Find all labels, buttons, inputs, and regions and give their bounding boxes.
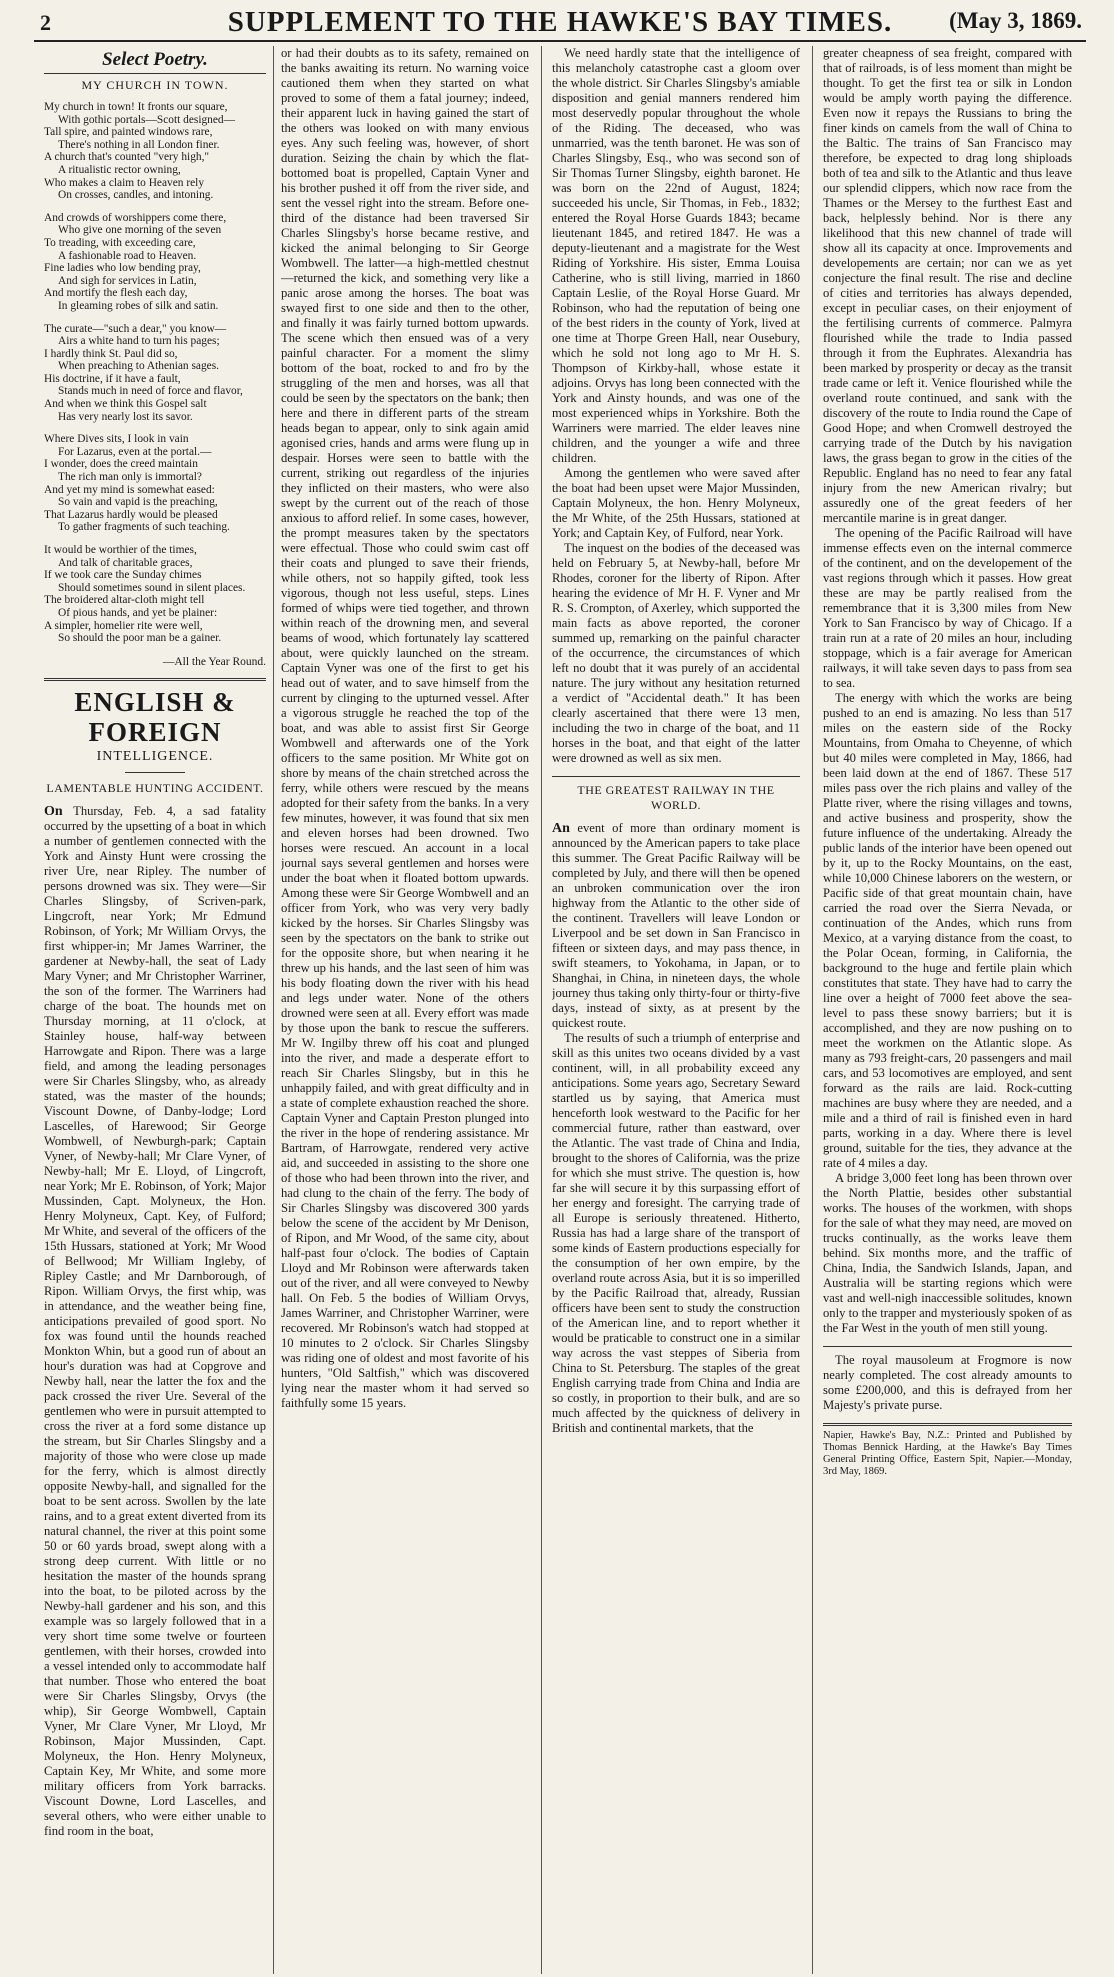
- poem-line: Tall spire, and painted windows rare,: [44, 126, 213, 139]
- poem-line: A simpler, homelier rite were well,: [44, 619, 203, 632]
- poem-line: It would be worthier of the times,: [44, 544, 197, 556]
- section-divider: [44, 678, 266, 681]
- poem-line: The rich man only is immortal?: [58, 471, 202, 484]
- newspaper-title: SUPPLEMENT TO THE HAWKE'S BAY TIMES.: [227, 6, 893, 38]
- hunting-paragraph: The inquest on the bodies of the deceased was held on February 5, at Newby-hall, before Mr Rhodes, coroner for the liberty of Ripon. After hearing the evidence of Mr H. F. Vyner and Mr R. S. Crompton, of Axerley, which supported the main facts as above reported, the coroner summed up, remarking on the painful character of the occurrence, the circumstances of which left no doubt that it was purely of an accidental nature. The jury without any hesitation returned a verdict of "Accidental death." It has been clearly ascertained that there were 13 men, including the two in charge of the boat, and 11 horses in the boat, and that eight of the latter were drowned as well as six men.: [552, 541, 800, 765]
- poem-line: On crosses, candles, and intoning.: [58, 189, 214, 202]
- railway-paragraph: The results of such a triumph of enterprise and skill as this unites two oceans divided by a vast continent, will, in all probability exceed any anticipations. Some years ago, Secretary Seward startled us by saying, that America must henceforth look westward to the Pacific for her commercial future, rather than eastward, over the Atlantic. The vast trade of China and India, brought to the shores of California, was the prize for which she must strive. The question is, how far she will secure it by this surpassing effort of her energy and foresight. The carrying trade of all Europe is seriously threatened. Hitherto, Russia has had a large share of the transport of some kinds of Eastern productions especially for the consumption of her own empire, by the overland route across Asia, but it is so imperilled by the Pacific Railroad that, already, Russian officers have been sent to study the construction of the American line, and to report whether it would be praticable to construct one in a similar way across the vast steppes of Siberia from China to St. Petersburg. The staples of the great English carrying trade from China and India are so costly, in proportion to their bulk, and are so much affected by the quickness of delivery in British and continental markets, that the: [552, 1031, 800, 1435]
- issue-date: (May 3, 1869.: [949, 8, 1082, 33]
- poem-line: Should sometimes sound in silent places.: [58, 581, 246, 594]
- section-divider: [552, 776, 800, 777]
- poem-line: Who makes a claim to Heaven rely: [44, 176, 205, 189]
- hunting-paragraph: or had their doubts as to its safety, remained on the banks awaiting its return. No warning voice cautioned them when they started on what proved to some of them a fatal journey; indeed, their apparent luck in having gained the start of the others was looked on with many envious eyes. Any such feeling was, however, of short duration. Seizing the chain by which the flat-bottomed boat is propelled, Captain Vyner and his brother pushed it off from the river side, and sent the vessel right into the stream. Before one-third of the distance had been traversed Sir Charles Slingsby's horse became restive, and kicked the animal belonging to Sir George Wombwell. The latter—a high-mettled chestnut—returned the kick, and something very like a panic arose among the horses. The boat was swayed first to one side and then to the other, and finally it was fairly turned bottom upwards. The scene which then ensued was of a very painful character. For a moment the slimy bottom of the boat, rocked to and fro by the struggling of the men and horses, was all that could be seen by the spectators on the bank; then here and there in different parts of the stream heads began to appear, only to sink again amid agonised cries, hands and arms were flung up in despair. Horses were seen to battle with the current, striking out regardless of the injuries they inflicted on their masters, who were also swept by the current out of the reach of those anxious to afford relief. In some cases, however, the prompt measures taken by the spectators were effectual. Those who could swim cast off their coats and plunged to save their friends, while others, not so happily gifted, took less vigorous, though not less useful, steps. Lines formed of whips were tied together, and thrown within reach of the drowning men, and several beams of wood, which fortunately lay scattered about, were quickly launched on the stream. Captain Vyner was one of the first to get his head out of water, and to save himself from the current by clinging to the upturned vessel. After a vigorous struggle he reached the top of the boat, and was able to assist first Sir George Wombwell and afterwards one of the York officers to the same position. Mr White got on shore by means of the chain stretched across the ferry, while others were rescued by the means adopted for their safety from the banks. In a very few minutes, however, it was found that six men and eleven horses had been drowned. Two horses were rescued. An account in a local journal says several gentlemen and horses were under the boat when it floated bottom upwards. Among these were Sir George Wombwell and an officer from York, who was very very badly kicked by the horses. Sir Charles Slingsby was seen by the spectators on the bank to strike out for the opposite shore, but when nearing it he threw up his hands, and the last seen of him was his body floating down the river with his head and legs under water. None of the others drowned were seen at all. Every effort was made by those upon the bank to rescue the sufferers. Mr W. Ingilby threw off his coat and plunged into the river, and made a desperate effort to reach Sir Charles Slingsby, but in this he unhappily failed, and with great difficulty and in a state of complete exhaustion reached the shore. Captain Vyner and Captain Preston plunged into the river in the hope of rendering assistance. Mr Bartram, of Harrowgate, rendered very active aid, and succeeded in assisting to the shore one of those who had been thrown into the river, and had clung to the chain of the ferry. The body of Sir Charles Slingsby was discovered 300 yards below the scene of the accident by Mr Denison, of Ripon, and Mr Wood, of the same city, about half-past four o'clock. The bodies of Captain Lloyd and Mr Robinson were afterwards taken out of the river, and all were conveyed to Newby hall. On Feb. 5 the bodies of William Orvys, James Warriner, and Christopher Warriner, were recovered. Mr Robinson's watch had stopped at 10 minutes to 2 o'clock. Sir Charles Slingsby was riding one of oldest and most favorite of his hunters, "Old Saltfish," which was discovered lying near the master whom it had served so faithfully some 15 years.: [281, 46, 529, 1410]
- poem-body: [44, 101, 266, 645]
- poem-line: And when we think this Gospel salt: [44, 398, 207, 411]
- poem-line: With gothic portals—Scott designed—: [58, 113, 236, 126]
- hunting-article-heading: LAMENTABLE HUNTING ACCIDENT.: [46, 780, 264, 795]
- poem-line: So vain and vapid is the preaching,: [58, 496, 218, 509]
- poem-title: MY CHURCH IN TOWN.: [44, 73, 266, 93]
- column-1: [44, 46, 266, 1971]
- poem-line: When preaching to Athenian sages.: [58, 360, 219, 373]
- column-rule: [273, 46, 274, 1974]
- poem-line: Where Dives sits, I look in vain: [44, 433, 189, 446]
- railway-paragraph: The energy with which the works are being pushed to an end is amazing. No less than 517 miles on the eastern side of the Rocky Mountains, from Omaha to Cheyenne, of which but 40 miles were completed in May, 1866, had been laid down at the end of 1867. These 517 miles pass over the rich plains and valley of the Platte river, where the rising villages and towns, and active business and prosperity, show the future influence of the undertaking. Already the public lands of the interior have been opened out by it, up to the Rocky Mountains, on the east, while 10,000 Chinese laborers on the western, or Pacific side of that great mountain chain, have carried the road over the Sierra Nevada, or continuation of the Andes, which runs from Mexico, at a varying distance from the coast, to the Polar Ocean, forming, in California, the background to the huge and fertile plain which constitutes that state. They have had to carry the line over a height of 7000 feet above the sea-level to pass these snowy barriers; but it is accomplished, and they are now pushing on to meet the workmen on the Atlantic slope. As many as 793 freight-cars, 20 passengers and mail cars, and 53 locomotives are employed, and sent forward as the rails are laid. Rock-cutting machines are busy where they are needed, and a mile and a third of rail is finished even in hard parts, working in a day. Where there is level ground, suitable for the ties, they advance at the rate of 4 miles a day.: [823, 691, 1072, 1170]
- poem-line: So should the poor man be a gainer.: [58, 632, 222, 645]
- poem-line: I hardly think St. Paul did so,: [44, 347, 178, 360]
- railway-paragraph: The opening of the Pacific Railroad will have immense effects even on the internal commerce of the continent, and on the developement of the vast regions through which it passes. How great these are may be partly realised from the remembrance that it is 3,300 miles from New York to San Francisco by way of Chicago. If a train run at a rate of 20 miles an hour, including stoppage, which is a fair average for American railways, it will take seven days to pass from sea to sea.: [823, 526, 1072, 690]
- column-rule: [812, 46, 813, 1974]
- railway-article-heading: THE GREATEST RAILWAY IN THE WORLD.: [577, 783, 775, 812]
- page-number: 2: [40, 10, 51, 35]
- poem-attribution: —All the Year Round.: [162, 655, 266, 668]
- poem-line: Fine ladies who low bending pray,: [44, 262, 201, 275]
- mausoleum-paragraph: The royal mausoleum at Frogmore is now nearly completed. The cost already amounts to some £200,000, and this is defrayed from her Majesty's private purse.: [823, 1353, 1072, 1412]
- poem-line: And mortify the flesh each day,: [44, 287, 188, 300]
- poem-line: To gather fragments of such teaching.: [58, 521, 230, 534]
- poem-stanza: [44, 433, 266, 534]
- poem-line: Stands much in need of force and flavor,: [58, 385, 243, 398]
- poem-line: To treading, with exceeding care,: [44, 236, 196, 249]
- poem-line: And talk of charitable graces,: [58, 556, 193, 569]
- hunting-paragraph: We need hardly state that the intelligence of this melancholy catastrophe cast a gloom over the whole district. Sir Charles Slingsby's amiable disposition and genial manners rendered him most deservedly popular throughout the whole of the Riding. The deceased, who was unmarried, was the tenth baronet. He was son of Charles Slingsby, Esq., who was second son of Sir Thomas Turner Slingsby, eighth baronet. He was born on the 22nd of August, 1824; succeeded his uncle, Sir Thomas, in Feb., 1832; entered the Royal Horse Guards 1843; became lieutenant 1845, and retired 1847. He was a deputy-lieutenant and a magistrate for the West Riding of Yorkshire. His sister, Emma Louisa Catherine, who is still living, married in 1860 Captain Leslie, of the Royal Horse Guard. Mr Robinson, who had the reputation of being one of the best riders in the county of York, lived at one time at Thorpe Green Hall, near Ousebury, which he sold not long ago to Mr H. S. Thompson of Kirkby-hall, whose estate it adjoins. Orvys has long been connected with the York and Ainsty hounds, and was one of the most experienced whips in Yorkshire. Both the Warriners were married. The elder leaves nine children, and the younger a wife and three children.: [552, 46, 800, 465]
- section-divider: [823, 1346, 1072, 1347]
- column-2: [281, 46, 529, 1971]
- poem-line: And crowds of worshippers come there,: [44, 211, 227, 224]
- poem-stanza: [44, 101, 266, 202]
- divider: [125, 772, 185, 773]
- foreign-heading: ENGLISH & FOREIGN: [74, 686, 236, 747]
- poetry-section-title: Select Poetry.: [102, 49, 208, 70]
- railway-paragraph: An event of more than ordinary moment is announced by the American papers to take place this summer. The Great Pacific Railway will be completed by July, and there will then be opened an unbroken communication over the iron highway from the Atlantic to the other side of the continent. Travellers will leave London or Liverpool and be set down in San Francisco in fifteen or sixteen days, and may pass thence, in swift steamers, to Yokohama, in Japan, or to Shanghai, in China, in nineteen days, the whole journey thus taking only thirty-four or thirty-five days, instead of sixty, as at present by the quickest route.: [552, 821, 800, 1030]
- foreign-subheading: INTELLIGENCE.: [96, 748, 214, 764]
- railway-paragraph: A bridge 3,000 feet long has been thrown over the North Plattie, besides other substantial works. The houses of the workmen, with shops for the sale of what they may need, are moved on trucks continually, as the works leave them behind. Six months more, and the traffic of China, India, the Sandwich Islands, Japan, and Australia will be starting regions which were vast and well-nigh inaccessible solitudes, known only to the trapper and mysteriously spoken of as the Far West in the youth of men still young.: [823, 1171, 1072, 1335]
- poem-line: Airs a white hand to turn his pages;: [58, 335, 220, 348]
- masthead: [34, 0, 1086, 42]
- poem-line: I wonder, does the creed maintain: [44, 458, 198, 471]
- poem-line: A fashionable road to Heaven.: [58, 249, 197, 262]
- poem-line: Who give one morning of the seven: [58, 224, 222, 237]
- poem-stanza: [44, 212, 266, 313]
- hunting-paragraph: Among the gentlemen who were saved after the boat had been upset were Major Mussinden, Captain Molyneux, the hon. Henry Molyneux, the Mr White, of the 25th Hussars, stationed at York; and Captain Key, of Fulford, near York.: [552, 466, 800, 540]
- poem-line: A church that's counted "very high,": [44, 151, 210, 164]
- poem-line: Of pious hands, and yet be plainer:: [58, 606, 218, 619]
- poem-line: And sigh for services in Latin,: [58, 274, 197, 287]
- poem-stanza: [44, 544, 266, 645]
- poem-line: The broidered altar-cloth might tell: [44, 594, 205, 607]
- dropcap: On: [44, 803, 63, 819]
- poem-line: My church in town! It fronts our square,: [44, 101, 228, 113]
- poem-line: For Lazarus, even at the portal.—: [58, 445, 212, 458]
- hunting-paragraph: On Thursday, Feb. 4, a sad fatality occurred by the upsetting of a boat in which a number of gentlemen connected with the York and Ainsty Hunt were crossing the river Ure, near Ripley. The number of persons drowned was six. They were—Sir Charles Slingsby, of Scriven-park, Lingcroft, near York; Mr Edmund Robinson, of York; Mr William Orvys, the first whipper-in; Mr James Warriner, the gardener at Newby-hall, the seat of Lady Mary Vyner; and Mr Christopher Warriner, the son of the former. The Warriners had charge of the boat. The hounds met on Thursday morning, at 11 o'clock, at Stainley house, half-way between Harrowgate and Ripon. There was a large field, and among the leading personages were Sir Charles Slingsby, who, as already stated, was the master of the hounds; Viscount Downe, of Danby-lodge; Lord Lascelles, of Harewood; Sir George Wombwell, of Newburgh-park; Captain Vyner, of Newby-hall; Mr Clare Vyner, of Newby-hall; Mr E. Lloyd, of Lingcroft, near York; Mr E. Robinson, of York; Major Mussinden, Capt. Molyneux, the Hon. Henry Molyneux, Capt. Key, of Fulford; Mr White, and several of the officers of the 15th Hussars, stationed at York; Mr Wood of Bellwood; Mr William Ingleby, of Ripley Castle; and Mr Darnborough, of Ripon. William Orvys, the first whip, was in attendance, and the weather being fine, anticipations prevailed of good sport. No fox was found until the hounds reached Monkton Whin, but a good run of about an hour's duration was had at Copgrove and Newby hall, near the latter the fox and the pack crossed the river Ure. Several of the gentlemen who were in pursuit attempted to cross the river at a ford some distance up the stream, but Sir Charles Slingsby and a majority of those who were close up made for the ferry, which is almost directly opposite Newby-hall, and signalled for the boat to be sent across. Swollen by the late rains, and to a great extent diverted from its natural channel, the river at this point some 50 or 60 yards broad, swept along with a strong deep current. With little or no hesitation the master of the hounds sprang into the boat, to be piloted across by the Newby-hall gardener and his son, and this example was so largely followed that in a very short time some twelve or fourteen gentlemen, with their horses, crowded into a vessel intended only to accommodate half that number. Those who entered the boat were Sir Charles Slingsby, Orvys (the whip), Sir George Wombwell, Captain Vyner, Mr Clare Vyner, Mr Lloyd, Mr Robinson, Major Mussinden, Capt. Molyneux, the Hon. Henry Molyneux, Captain Key, Mr White, and some more military officers from York barracks. Viscount Downe, Lord Lascelles, and several others, who were either unable to find room in the boat,: [44, 803, 266, 1838]
- column-3: [552, 46, 800, 1971]
- poem-line: There's nothing in all London finer.: [58, 138, 220, 151]
- poem-line: A ritualistic rector owning,: [58, 163, 181, 176]
- poem-line: Has very nearly lost its savor.: [58, 410, 193, 423]
- railway-paragraph: greater cheapness of sea freight, compared with that of railroads, is of less moment than might be thought. To get the first tea or silk in London would be amply worth paying the difference. Even now it repays the Russians to bring the finer kinds on camels from the wall of China to the Baltic. The trains of San Francisco may therefore, be expected to drag long shiploads both of tea and silk to the Atlantic and thus leave our splendid clippers, which now race from the Thames or the Mersey to the furthest East and back, helplessly behind. Nor is there any likelihood that this new channel of trade will show all its capacity at once. Improvements and developements are certain; nor can we as yet conjecture the final result. The rise and decline of cities and territories has always depended, except in peculiar cases, on their enjoyment of the fertilising currents of commerce. Palmyra flourished while the trade to India passed through it from the Euphrates. Alexandria has been marked by prosperity or decay as the transit trade came or left it. Venice flourished while the overland route continued, and sank with the discovery of the route to India round the Cape of Good Hope; and when Cromwell destroyed the carrying trade of the Dutch by his navigation laws, the grass began to grow in the cities of the Republic. England has no need to fear any fatal injury from the new American rivalry; but assuredly one of the great feeders of her mercantile marine is in great danger.: [823, 46, 1072, 525]
- poem-line: And yet my mind is somewhat eased:: [44, 483, 215, 496]
- poem-line: If we took care the Sunday chimes: [44, 569, 202, 582]
- printer-imprint: Napier, Hawke's Bay, N.Z.: Printed and Published by Thomas Bennick Harding, at the Hawke's Bay Times General Printing Office, Eastern Spit, Napier.—Monday, 3rd May, 1869.: [823, 1423, 1072, 1478]
- column-rule: [541, 46, 542, 1974]
- column-4: [823, 46, 1072, 1971]
- poem-stanza: [44, 323, 266, 424]
- poem-line: His doctrine, if it have a fault,: [44, 372, 181, 385]
- poem-line: The curate—"such a dear," you know—: [44, 322, 227, 335]
- dropcap: An: [552, 821, 570, 836]
- poem-line: In gleaming robes of silk and satin.: [58, 299, 219, 312]
- poem-line: That Lazarus hardly would be pleased: [44, 508, 218, 521]
